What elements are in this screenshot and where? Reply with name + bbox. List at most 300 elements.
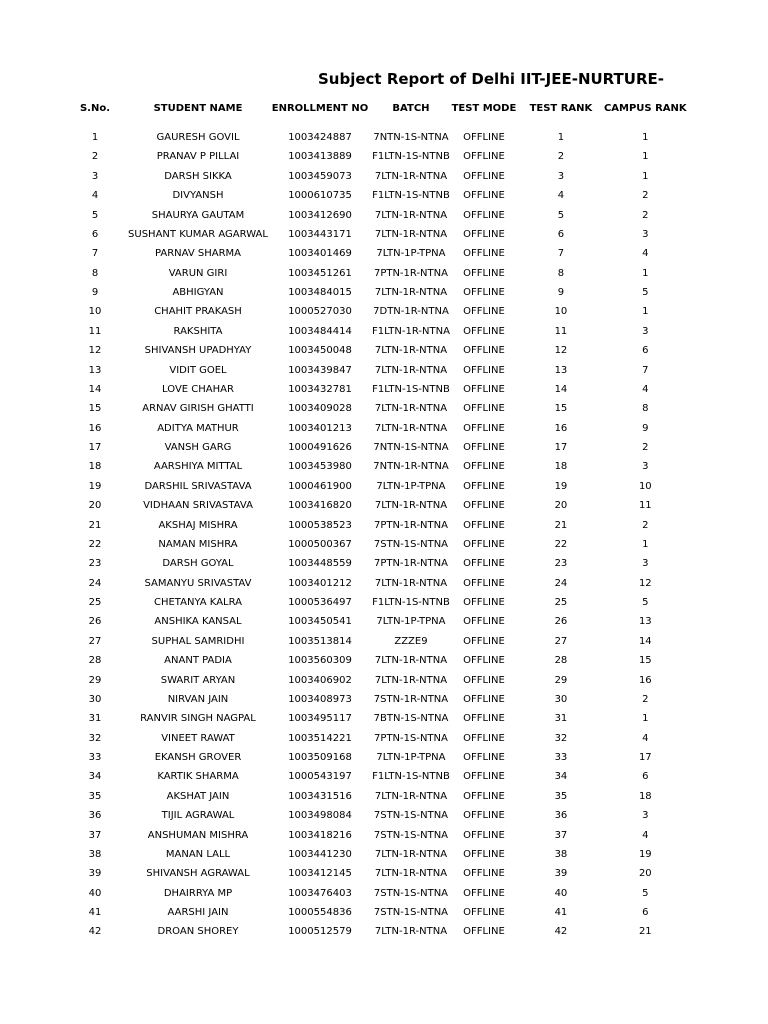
cell-test-mode: OFFLINE <box>463 306 505 318</box>
cell-batch: 7LTN-1R-NTNA <box>374 500 448 512</box>
cell-campus-rank: 3 <box>642 558 649 570</box>
cell-test-rank: 39 <box>554 868 568 880</box>
cell-batch: 7LTN-1R-NTNA <box>374 655 448 667</box>
table-row <box>62 477 687 496</box>
cell-test-rank: 35 <box>554 790 568 802</box>
cell-student-name: TIJIL AGRAWAL <box>161 810 235 822</box>
cell-campus-rank: 6 <box>642 771 649 783</box>
col-header-enrollment-no: ENROLLMENT NO <box>271 102 369 114</box>
cell-campus-rank: 11 <box>638 500 652 512</box>
cell-enrollment-no: 1003441230 <box>288 848 352 860</box>
table-row <box>62 496 687 515</box>
cell-test-rank: 7 <box>557 248 565 260</box>
cell-student-name: VIDHAAN SRIVASTAVA <box>143 500 253 512</box>
cell-enrollment-no: 1003484015 <box>288 287 352 298</box>
cell-test-rank: 23 <box>554 558 568 570</box>
table-row <box>62 806 687 825</box>
cell-batch: 7BTN-1S-NTNA <box>373 713 449 725</box>
table-row <box>62 574 687 593</box>
cell-test-mode: OFFLINE <box>463 364 505 376</box>
cell-student-name: ANSHUMAN MISHRA <box>147 829 249 841</box>
cell-campus-rank: 1 <box>642 713 649 725</box>
cell-sno: 27 <box>88 635 102 647</box>
table-row <box>62 690 687 709</box>
cell-batch: 7LTN-1P-TPNA <box>376 616 446 628</box>
cell-batch: 7NTN-1S-NTNA <box>373 442 449 453</box>
cell-test-mode: OFFLINE <box>463 732 505 744</box>
cell-sno: 14 <box>88 383 102 395</box>
cell-campus-rank: 14 <box>638 635 652 647</box>
cell-batch: 7LTN-1P-TPNA <box>376 480 446 492</box>
cell-sno: 20 <box>88 500 102 512</box>
cell-test-rank: 2 <box>557 151 565 163</box>
cell-campus-rank: 1 <box>642 151 649 163</box>
cell-batch: ZZZE9 <box>394 635 428 647</box>
cell-batch: F1LTN-1R-NTNA <box>372 325 450 337</box>
cell-student-name: NAMAN MISHRA <box>158 538 238 550</box>
cell-test-rank: 3 <box>557 170 565 182</box>
cell-test-rank: 16 <box>554 422 568 434</box>
cell-test-mode: OFFLINE <box>463 170 505 182</box>
cell-test-rank: 28 <box>554 655 568 667</box>
cell-student-name: SHAURYA GAUTAM <box>151 209 245 221</box>
cell-test-rank: 22 <box>554 538 568 550</box>
cell-test-mode: OFFLINE <box>463 209 505 221</box>
table-row <box>62 283 687 302</box>
cell-batch: 7PTN-1S-NTNA <box>374 732 448 744</box>
table-row <box>62 380 687 399</box>
col-header-sno: S.No. <box>79 102 111 114</box>
cell-campus-rank: 20 <box>638 868 652 880</box>
cell-student-name: PRANAV P PILLAI <box>156 151 240 163</box>
cell-campus-rank: 15 <box>638 655 652 667</box>
cell-student-name: RAKSHITA <box>173 325 223 337</box>
report-title: Subject Report of Delhi IIT-JEE-NURTURE- <box>318 70 664 88</box>
cell-sno: 21 <box>88 519 102 531</box>
table-row <box>62 767 687 786</box>
cell-campus-rank: 1 <box>642 132 649 143</box>
cell-campus-rank: 13 <box>638 616 652 628</box>
cell-enrollment-no: 1003416820 <box>288 500 352 512</box>
cell-test-mode: OFFLINE <box>463 538 505 550</box>
cell-student-name: KARTIK SHARMA <box>157 771 239 783</box>
cell-campus-rank: 3 <box>642 810 649 822</box>
cell-test-mode: OFFLINE <box>463 403 505 415</box>
cell-student-name: SHIVANSH AGRAWAL <box>146 868 250 880</box>
cell-sno: 37 <box>88 829 102 841</box>
table-row <box>62 593 687 612</box>
cell-test-mode: OFFLINE <box>463 752 505 763</box>
cell-campus-rank: 2 <box>642 519 649 531</box>
cell-student-name: PARNAV SHARMA <box>154 248 241 260</box>
cell-sno: 5 <box>91 209 99 221</box>
cell-sno: 25 <box>88 597 102 608</box>
cell-test-rank: 9 <box>557 287 565 298</box>
cell-student-name: VIDIT GOEL <box>169 364 227 376</box>
cell-enrollment-no: 1000610735 <box>288 190 352 202</box>
cell-test-rank: 29 <box>554 674 568 686</box>
cell-sno: 12 <box>88 345 102 357</box>
cell-test-rank: 36 <box>554 810 568 822</box>
cell-student-name: VINEET RAWAT <box>161 732 235 744</box>
cell-student-name: CHETANYA KALRA <box>153 597 242 608</box>
cell-test-rank: 17 <box>554 442 568 453</box>
cell-batch: 7LTN-1P-TPNA <box>376 752 446 763</box>
cell-campus-rank: 2 <box>642 693 649 705</box>
cell-batch: 7STN-1S-NTNA <box>373 810 449 822</box>
cell-test-mode: OFFLINE <box>463 345 505 357</box>
table-row <box>62 632 687 651</box>
cell-student-name: SAMANYU SRIVASTAV <box>144 577 252 589</box>
cell-batch: 7LTN-1R-NTNA <box>374 228 448 240</box>
header-spacer <box>62 118 687 128</box>
cell-enrollment-no: 1003560309 <box>288 655 352 667</box>
cell-campus-rank: 10 <box>638 480 652 492</box>
cell-sno: 15 <box>88 403 102 415</box>
cell-test-mode: OFFLINE <box>463 655 505 667</box>
cell-sno: 32 <box>88 732 102 744</box>
table-row <box>62 341 687 360</box>
cell-sno: 38 <box>88 848 102 860</box>
cell-sno: 7 <box>91 248 99 260</box>
cell-campus-rank: 3 <box>642 325 649 337</box>
cell-test-rank: 12 <box>554 345 568 357</box>
table-row <box>62 302 687 321</box>
cell-enrollment-no: 1000527030 <box>288 306 352 318</box>
cell-student-name: ANANT PADIA <box>164 655 232 667</box>
cell-sno: 1 <box>91 132 99 143</box>
cell-test-rank: 21 <box>554 519 568 531</box>
cell-batch: 7PTN-1R-NTNA <box>373 519 448 531</box>
cell-student-name: EKANSH GROVER <box>154 752 242 763</box>
col-header-test-rank: TEST RANK <box>529 102 593 114</box>
cell-test-mode: OFFLINE <box>463 810 505 822</box>
cell-enrollment-no: 1003509168 <box>288 752 352 763</box>
cell-campus-rank: 19 <box>638 848 652 860</box>
cell-sno: 33 <box>88 752 102 763</box>
cell-sno: 29 <box>88 674 102 686</box>
table-row <box>62 554 687 573</box>
cell-batch: 7STN-1S-NTNA <box>373 538 449 550</box>
cell-enrollment-no: 1003484414 <box>288 325 352 337</box>
cell-test-mode: OFFLINE <box>463 248 505 260</box>
cell-enrollment-no: 1000491626 <box>288 442 352 453</box>
cell-test-rank: 34 <box>554 771 568 783</box>
table-row <box>62 845 687 864</box>
cell-sno: 8 <box>91 267 99 279</box>
cell-test-rank: 6 <box>557 228 565 240</box>
cell-test-rank: 10 <box>554 306 568 318</box>
cell-sno: 24 <box>88 577 102 589</box>
col-header-student-name: STUDENT NAME <box>153 102 243 114</box>
cell-enrollment-no: 1003432781 <box>288 383 352 395</box>
cell-batch: 7STN-1S-NTNA <box>373 829 449 841</box>
cell-student-name: SUSHANT KUMAR AGARWAL <box>128 228 268 240</box>
cell-sno: 42 <box>88 926 102 938</box>
cell-test-rank: 18 <box>554 461 568 473</box>
cell-enrollment-no: 1003412690 <box>288 209 352 221</box>
cell-student-name: AARSHI JAIN <box>167 907 229 918</box>
cell-test-rank: 32 <box>554 732 568 744</box>
cell-sno: 13 <box>88 364 102 376</box>
cell-batch: 7LTN-1R-NTNA <box>374 364 448 376</box>
cell-enrollment-no: 1000500367 <box>288 538 352 550</box>
cell-test-mode: OFFLINE <box>463 597 505 608</box>
cell-enrollment-no: 1003453980 <box>288 461 352 473</box>
cell-enrollment-no: 1000536497 <box>288 597 352 608</box>
cell-batch: 7LTN-1P-TPNA <box>376 248 446 260</box>
cell-batch: F1LTN-1S-NTNB <box>372 383 450 395</box>
table-row <box>62 864 687 883</box>
cell-sno: 22 <box>88 538 102 550</box>
cell-batch: 7LTN-1R-NTNA <box>374 287 448 298</box>
cell-batch: 7LTN-1R-NTNA <box>374 403 448 415</box>
cell-enrollment-no: 1003476403 <box>288 887 352 899</box>
table-row <box>62 128 687 147</box>
table-row <box>62 264 687 283</box>
cell-student-name: DROAN SHOREY <box>157 926 239 938</box>
cell-test-rank: 19 <box>554 480 568 492</box>
cell-test-mode: OFFLINE <box>463 383 505 395</box>
cell-campus-rank: 5 <box>642 287 649 298</box>
cell-campus-rank: 1 <box>642 267 649 279</box>
cell-test-mode: OFFLINE <box>463 228 505 240</box>
table-row <box>62 516 687 535</box>
col-header-batch: BATCH <box>392 102 430 114</box>
cell-enrollment-no: 1003498084 <box>288 810 352 822</box>
cell-sno: 36 <box>88 810 102 822</box>
cell-enrollment-no: 1000543197 <box>288 771 352 783</box>
cell-test-rank: 25 <box>554 597 568 608</box>
cell-enrollment-no: 1003413889 <box>288 151 352 163</box>
cell-enrollment-no: 1003513814 <box>288 635 352 647</box>
cell-campus-rank: 3 <box>642 228 649 240</box>
cell-campus-rank: 17 <box>638 752 652 763</box>
cell-batch: 7LTN-1R-NTNA <box>374 848 448 860</box>
table-row <box>62 884 687 903</box>
cell-batch: 7STN-1S-NTNA <box>373 907 449 918</box>
cell-campus-rank: 6 <box>642 907 649 918</box>
cell-enrollment-no: 1003408973 <box>288 693 352 705</box>
cell-batch: 7LTN-1R-NTNA <box>374 422 448 434</box>
cell-test-rank: 5 <box>557 209 565 221</box>
cell-campus-rank: 4 <box>642 248 649 260</box>
cell-campus-rank: 1 <box>642 170 649 182</box>
cell-enrollment-no: 1003401212 <box>288 577 352 589</box>
cell-test-rank: 27 <box>554 635 568 647</box>
cell-enrollment-no: 1003450048 <box>288 345 352 357</box>
cell-test-mode: OFFLINE <box>463 829 505 841</box>
cell-test-mode: OFFLINE <box>463 616 505 628</box>
cell-sno: 17 <box>88 442 102 453</box>
cell-test-rank: 1 <box>557 132 565 143</box>
cell-test-mode: OFFLINE <box>463 868 505 880</box>
cell-test-mode: OFFLINE <box>463 442 505 453</box>
col-header-campus-rank: CAMPUS RANK <box>603 102 687 114</box>
cell-batch: 7LTN-1R-NTNA <box>374 868 448 880</box>
cell-test-mode: OFFLINE <box>463 693 505 705</box>
table-row <box>62 186 687 205</box>
cell-test-mode: OFFLINE <box>463 480 505 492</box>
cell-enrollment-no: 1003424887 <box>288 132 352 143</box>
cell-test-rank: 41 <box>554 907 568 918</box>
cell-campus-rank: 9 <box>642 422 649 434</box>
cell-test-rank: 38 <box>554 848 568 860</box>
cell-enrollment-no: 1000461900 <box>288 480 352 492</box>
cell-enrollment-no: 1000538523 <box>288 519 352 531</box>
cell-enrollment-no: 1003450541 <box>288 616 352 628</box>
cell-batch: 7LTN-1R-NTNA <box>374 577 448 589</box>
cell-batch: 7LTN-1R-NTNA <box>374 209 448 221</box>
cell-test-mode: OFFLINE <box>463 790 505 802</box>
cell-batch: 7LTN-1R-NTNA <box>374 790 448 802</box>
cell-enrollment-no: 1003409028 <box>288 403 352 415</box>
cell-enrollment-no: 1003514221 <box>288 732 352 744</box>
cell-test-mode: OFFLINE <box>463 325 505 337</box>
cell-sno: 6 <box>91 228 99 240</box>
table-row <box>62 322 687 341</box>
cell-test-rank: 30 <box>554 693 568 705</box>
cell-enrollment-no: 1003495117 <box>288 713 352 725</box>
cell-enrollment-no: 1003418216 <box>288 829 352 841</box>
cell-campus-rank: 4 <box>642 829 649 841</box>
cell-batch: 7DTN-1R-NTNA <box>373 306 449 318</box>
cell-test-mode: OFFLINE <box>463 907 505 918</box>
cell-campus-rank: 4 <box>642 383 649 395</box>
cell-sno: 26 <box>88 616 102 628</box>
cell-batch: 7PTN-1R-NTNA <box>373 558 448 570</box>
table-row <box>62 419 687 438</box>
cell-enrollment-no: 1003443171 <box>288 228 352 240</box>
cell-student-name: ABHIGYAN <box>172 287 224 298</box>
cell-sno: 28 <box>88 655 102 667</box>
cell-student-name: SUPHAL SAMRIDHI <box>151 635 245 647</box>
cell-student-name: DIVYANSH <box>172 190 224 202</box>
cell-campus-rank: 4 <box>642 732 649 744</box>
cell-student-name: DHAIRRYA MP <box>163 887 233 899</box>
cell-campus-rank: 2 <box>642 209 649 221</box>
cell-test-mode: OFFLINE <box>463 132 505 143</box>
cell-campus-rank: 6 <box>642 345 649 357</box>
cell-enrollment-no: 1003451261 <box>288 267 352 279</box>
cell-campus-rank: 3 <box>642 461 649 473</box>
cell-student-name: ANSHIKA KANSAL <box>154 616 242 628</box>
cell-campus-rank: 12 <box>638 577 652 589</box>
cell-enrollment-no: 1003401469 <box>288 248 352 260</box>
cell-student-name: RANVIR SINGH NAGPAL <box>140 713 256 725</box>
cell-student-name: ARNAV GIRISH GHATTI <box>142 403 254 415</box>
cell-student-name: MANAN LALL <box>165 848 231 860</box>
cell-sno: 35 <box>88 790 102 802</box>
table-row <box>62 438 687 457</box>
cell-student-name: LOVE CHAHAR <box>162 383 234 395</box>
cell-batch: F1LTN-1S-NTNB <box>372 151 450 163</box>
cell-test-rank: 37 <box>554 829 568 841</box>
cell-batch: 7LTN-1R-NTNA <box>374 170 448 182</box>
table-row <box>62 244 687 263</box>
cell-student-name: ADITYA MATHUR <box>157 422 239 434</box>
cell-enrollment-no: 1003401213 <box>288 422 352 434</box>
cell-sno: 10 <box>88 306 102 318</box>
cell-campus-rank: 1 <box>642 306 649 318</box>
cell-test-mode: OFFLINE <box>463 771 505 783</box>
table-row <box>62 457 687 476</box>
cell-test-mode: OFFLINE <box>463 519 505 531</box>
cell-student-name: SWARIT ARYAN <box>160 674 236 686</box>
cell-test-rank: 14 <box>554 383 568 395</box>
cell-campus-rank: 16 <box>638 674 652 686</box>
cell-test-mode: OFFLINE <box>463 926 505 938</box>
cell-student-name: AKSHAT JAIN <box>166 790 230 802</box>
table-row <box>62 748 687 767</box>
cell-test-rank: 42 <box>554 926 568 938</box>
cell-student-name: DARSH SIKKA <box>164 170 232 182</box>
table-row <box>62 147 687 166</box>
table-row <box>62 206 687 225</box>
cell-test-rank: 8 <box>557 267 565 279</box>
cell-enrollment-no: 1000554836 <box>288 907 352 918</box>
cell-sno: 11 <box>88 325 102 337</box>
cell-student-name: VARUN GIRI <box>168 267 228 279</box>
cell-test-rank: 24 <box>554 577 568 589</box>
table-row <box>62 651 687 670</box>
cell-sno: 19 <box>88 480 102 492</box>
cell-sno: 9 <box>91 287 99 298</box>
cell-campus-rank: 8 <box>642 403 649 415</box>
cell-sno: 2 <box>91 151 99 163</box>
cell-enrollment-no: 1003439847 <box>288 364 352 376</box>
cell-batch: F1LTN-1S-NTNB <box>372 190 450 202</box>
table-header-row <box>62 98 687 118</box>
table-row <box>62 399 687 418</box>
cell-test-rank: 26 <box>554 616 568 628</box>
cell-test-rank: 20 <box>554 500 568 512</box>
cell-batch: 7NTN-1R-NTNA <box>373 461 449 473</box>
cell-sno: 18 <box>88 461 102 473</box>
cell-test-mode: OFFLINE <box>463 422 505 434</box>
cell-test-rank: 4 <box>557 190 565 202</box>
cell-batch: 7PTN-1R-NTNA <box>373 267 448 279</box>
cell-sno: 3 <box>91 170 99 182</box>
cell-student-name: SHIVANSH UPADHYAY <box>144 345 252 357</box>
cell-batch: 7STN-1S-NTNA <box>373 887 449 899</box>
cell-sno: 4 <box>91 190 99 202</box>
cell-test-mode: OFFLINE <box>463 558 505 570</box>
cell-test-rank: 11 <box>554 325 568 337</box>
cell-student-name: VANSH GARG <box>164 442 232 453</box>
table-row <box>62 903 687 922</box>
table-row <box>62 922 687 941</box>
col-header-test-mode: TEST MODE <box>451 102 517 114</box>
cell-batch: 7LTN-1R-NTNA <box>374 345 448 357</box>
cell-enrollment-no: 1003448559 <box>288 558 352 570</box>
student-rank-table <box>62 98 687 942</box>
cell-student-name: NIRVAN JAIN <box>167 693 229 705</box>
cell-student-name: DARSH GOYAL <box>162 558 234 570</box>
cell-test-rank: 15 <box>554 403 568 415</box>
cell-sno: 40 <box>88 887 102 899</box>
cell-campus-rank: 1 <box>642 538 649 550</box>
cell-campus-rank: 18 <box>638 790 652 802</box>
cell-test-rank: 31 <box>554 713 568 725</box>
cell-student-name: AARSHIYA MITTAL <box>153 461 243 473</box>
cell-sno: 34 <box>88 771 102 783</box>
cell-test-mode: OFFLINE <box>463 287 505 298</box>
cell-batch: 7STN-1R-NTNA <box>373 693 449 705</box>
cell-test-mode: OFFLINE <box>463 577 505 589</box>
cell-test-mode: OFFLINE <box>463 635 505 647</box>
table-row <box>62 612 687 631</box>
